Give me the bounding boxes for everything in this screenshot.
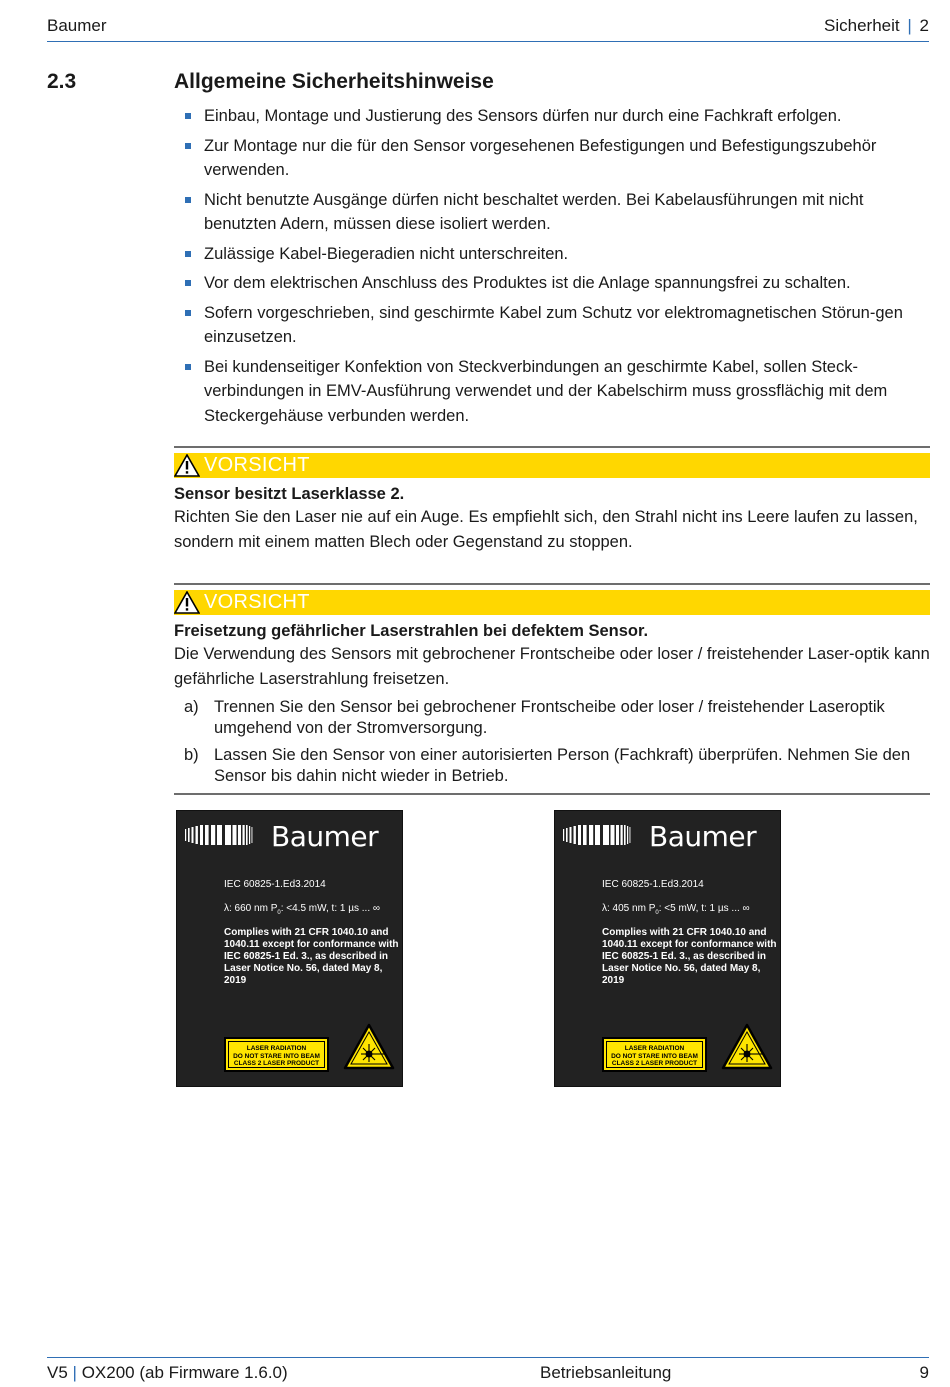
plate-line: LASER RADIATION (624, 1045, 685, 1052)
step-marker: b) (184, 746, 199, 764)
header-chapter: 2 (919, 16, 929, 35)
bullet-item: Nicht benutzte Ausgänge dürfen nicht beschaltet werden. Bei Kabelausführungen mit nicht benutzten Adern, müssen diese isoliert werden. (184, 188, 930, 237)
warning-body: Die Verwendung des Sensors mit gebrochener Frontscheibe oder loser / freistehender Laser-optik kann gefährliche Laserstrahlung freisetzen. (174, 645, 930, 688)
label-brand: Baumer (649, 820, 757, 853)
warning-heading: Freisetzung gefährlicher Laserstrahlen bei defektem Sensor. (174, 622, 649, 640)
section-title: Allgemeine Sicherheitshinweise (174, 70, 494, 93)
page-footer (47, 1357, 929, 1387)
footer-separator: | (72, 1363, 77, 1382)
label-standard: IEC 60825-1.Ed3.2014 (224, 879, 326, 890)
label-spec (224, 903, 380, 916)
laser-warning-plate (602, 1037, 707, 1072)
warning-rule (174, 446, 930, 448)
warning-label: VORSICHT (204, 591, 310, 613)
baumer-logo-stripes-icon (183, 823, 258, 847)
bullet-item: Bei kundenseitiger Konfektion von Steckverbindungen an geschirmte Kabel, sollen Steck-verbindungen in EMV-Ausführung verwendet und der Kabelschirm muss grossflächig mit dem Steckergehäuse verbunden werden. (184, 355, 930, 429)
header-section (824, 16, 929, 36)
bullet-item: Einbau, Montage und Justierung des Sensors dürfen nur durch eine Fachkraft erfolgen. (184, 104, 930, 129)
warning-rule (174, 583, 930, 585)
step-text: Trennen Sie den Sensor bei gebrochener Frontscheibe oder loser / freistehender Laseroptik umgehend von der Stromversorgung. (214, 698, 885, 737)
warning-bar (174, 590, 930, 615)
spec-prefix: λ: 405 nm P (602, 903, 656, 914)
plate-line: DO NOT STARE INTO BEAM (611, 1052, 698, 1060)
spec-prefix: λ: 660 nm P (224, 903, 278, 914)
section-number: 2.3 (47, 70, 77, 93)
warning-heading: Sensor besitzt Laserklasse 2. (174, 485, 405, 503)
footer-doc-type: Betriebsanleitung (540, 1363, 672, 1382)
safety-bullet-list (184, 104, 930, 433)
plate-line: CLASS 2 LASER PRODUCT (611, 1060, 698, 1067)
warning-bar (174, 453, 930, 478)
label-spec (602, 903, 750, 916)
spec-sub: 0 (655, 910, 659, 916)
bullet-item: Sofern vorgeschrieben, sind geschirmte Kabel zum Schutz vor elektromagnetischen Störun-gen einzusetzen. (184, 301, 930, 350)
step-marker: a) (184, 698, 199, 716)
laser-label-660nm (176, 810, 403, 1087)
bullet-item: Zur Montage nur die für den Sensor vorgesehenen Befestigungen und Befestigungszubehör verwenden. (184, 134, 930, 183)
warning-box-laser-class (174, 446, 930, 554)
step-text: Lassen Sie den Sensor von einer autorisierten Person (Fachkraft) überprüfen. Nehmen Sie den Sensor bis dahin nicht wieder in Betrieb. (214, 746, 911, 785)
warning-body: Richten Sie den Laser nie auf ein Auge. Es empfiehlt sich, den Strahl nicht ins Leere laufen zu lassen, sondern mit einem matten Blech oder Gegenstand zu stoppen. (174, 508, 918, 551)
laser-hazard-icon (721, 1023, 773, 1071)
laser-label-405nm (554, 810, 781, 1087)
header-brand: Baumer (47, 16, 107, 35)
laser-hazard-icon (343, 1023, 395, 1071)
plate-line: DO NOT STARE INTO BEAM (233, 1052, 320, 1060)
label-compliance: Complies with 21 CFR 1040.10 and 1040.11 except for conformance with IEC 60825-1 Ed. 3., as described in Laser Notice No. 56, dated May 8, 2019 (602, 927, 777, 986)
plate-line: CLASS 2 LASER PRODUCT (233, 1060, 320, 1067)
page-header (47, 14, 929, 42)
footer-doc-info (47, 1363, 288, 1383)
warning-box-defect (174, 583, 930, 795)
laser-warning-plate (224, 1037, 329, 1072)
bullet-item: Vor dem elektrischen Anschluss des Produktes ist die Anlage spannungsfrei zu schalten. (184, 271, 930, 296)
warning-steps (174, 697, 930, 786)
header-section-name: Sicherheit (824, 16, 900, 35)
spec-suffix: : <5 mW, t: 1 µs ... ∞ (658, 903, 750, 914)
warning-end-rule (174, 793, 930, 795)
label-brand: Baumer (271, 820, 379, 853)
warning-triangle-icon (174, 591, 200, 614)
footer-product: OX200 (ab Firmware 1.6.0) (81, 1363, 288, 1382)
spec-suffix: : <4.5 mW, t: 1 µs ... ∞ (280, 903, 381, 914)
warning-triangle-icon (174, 454, 200, 477)
baumer-logo-stripes-icon (561, 823, 636, 847)
bullet-item: Zulässige Kabel-Biegeradien nicht unterschreiten. (184, 242, 930, 267)
footer-version: V5 (47, 1363, 68, 1382)
step-item (184, 697, 930, 738)
step-item (184, 745, 930, 786)
spec-sub: 0 (277, 910, 281, 916)
warning-label: VORSICHT (204, 454, 310, 476)
header-separator: | (907, 16, 912, 35)
footer-page-number: 9 (919, 1363, 929, 1382)
label-compliance: Complies with 21 CFR 1040.10 and 1040.11 except for conformance with IEC 60825-1 Ed. 3., as described in Laser Notice No. 56, dated May 8, 2019 (224, 927, 399, 986)
label-standard: IEC 60825-1.Ed3.2014 (602, 879, 704, 890)
plate-line: LASER RADIATION (246, 1045, 307, 1052)
